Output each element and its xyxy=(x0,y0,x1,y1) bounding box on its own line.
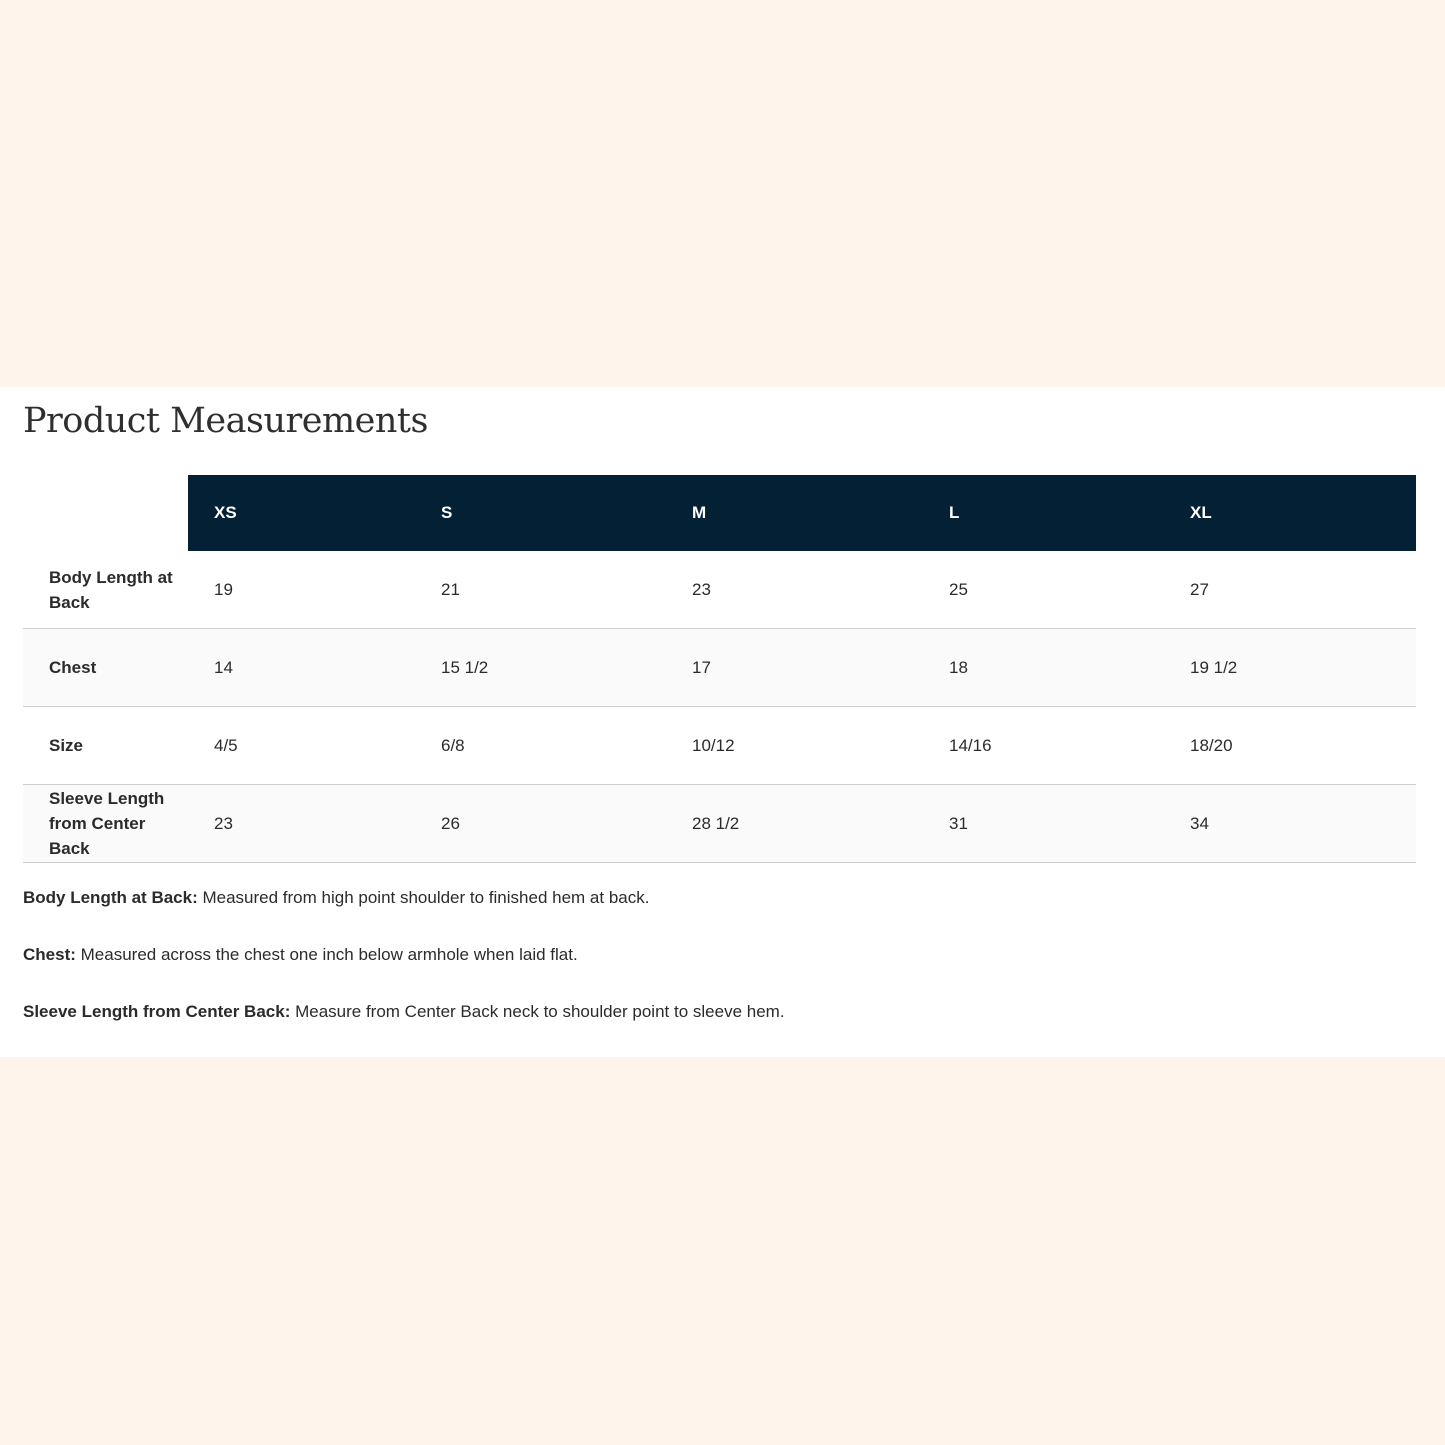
table-cell: 14 xyxy=(188,629,415,707)
measurements-table xyxy=(23,475,1416,863)
table-cell: 23 xyxy=(188,785,415,863)
table-header-row xyxy=(23,475,1416,551)
note-text: Measured across the chest one inch below armhole when laid flat. xyxy=(75,945,578,964)
table-cell: 23 xyxy=(666,551,923,629)
note-term: Chest: xyxy=(23,945,76,964)
note-text: Measured from high point shoulder to finished hem at back. xyxy=(197,888,650,907)
table-cell: 4/5 xyxy=(188,707,415,785)
measurement-notes xyxy=(23,886,1403,1057)
table-cell: 10/12 xyxy=(666,707,923,785)
table-cell: 25 xyxy=(923,551,1164,629)
table-cell: 6/8 xyxy=(415,707,666,785)
table-cell: 21 xyxy=(415,551,666,629)
table-cell: 15 1/2 xyxy=(415,629,666,707)
note-body-length xyxy=(23,886,1403,909)
page-title: Product Measurements xyxy=(23,401,428,441)
note-text: Measure from Center Back neck to shoulder point to sleeve hem. xyxy=(290,1002,785,1021)
table-row xyxy=(23,785,1416,863)
table-cell: 17 xyxy=(666,629,923,707)
table-cell: 14/16 xyxy=(923,707,1164,785)
table-cell: 27 xyxy=(1164,551,1416,629)
table-cell: 34 xyxy=(1164,785,1416,863)
table-row xyxy=(23,707,1416,785)
table-cell: 18 xyxy=(923,629,1164,707)
table-corner-cell xyxy=(23,475,188,551)
column-header: M xyxy=(666,475,923,551)
column-header: XL xyxy=(1164,475,1416,551)
table-cell: 31 xyxy=(923,785,1164,863)
table-row xyxy=(23,551,1416,629)
table-cell: 19 1/2 xyxy=(1164,629,1416,707)
row-label: Size xyxy=(23,707,188,785)
note-term: Sleeve Length from Center Back: xyxy=(23,1002,291,1021)
column-header: L xyxy=(923,475,1164,551)
table-cell: 18/20 xyxy=(1164,707,1416,785)
table-cell: 19 xyxy=(188,551,415,629)
table-row xyxy=(23,629,1416,707)
row-label: Chest xyxy=(23,629,188,707)
note-sleeve-length xyxy=(23,1000,1403,1023)
note-term: Body Length at Back: xyxy=(23,888,198,907)
note-chest xyxy=(23,943,1403,966)
column-header: S xyxy=(415,475,666,551)
row-label: Body Length at Back xyxy=(23,551,188,629)
table-cell: 28 1/2 xyxy=(666,785,923,863)
table-cell: 26 xyxy=(415,785,666,863)
column-header: XS xyxy=(188,475,415,551)
row-label: Sleeve Length from Center Back xyxy=(23,785,188,863)
